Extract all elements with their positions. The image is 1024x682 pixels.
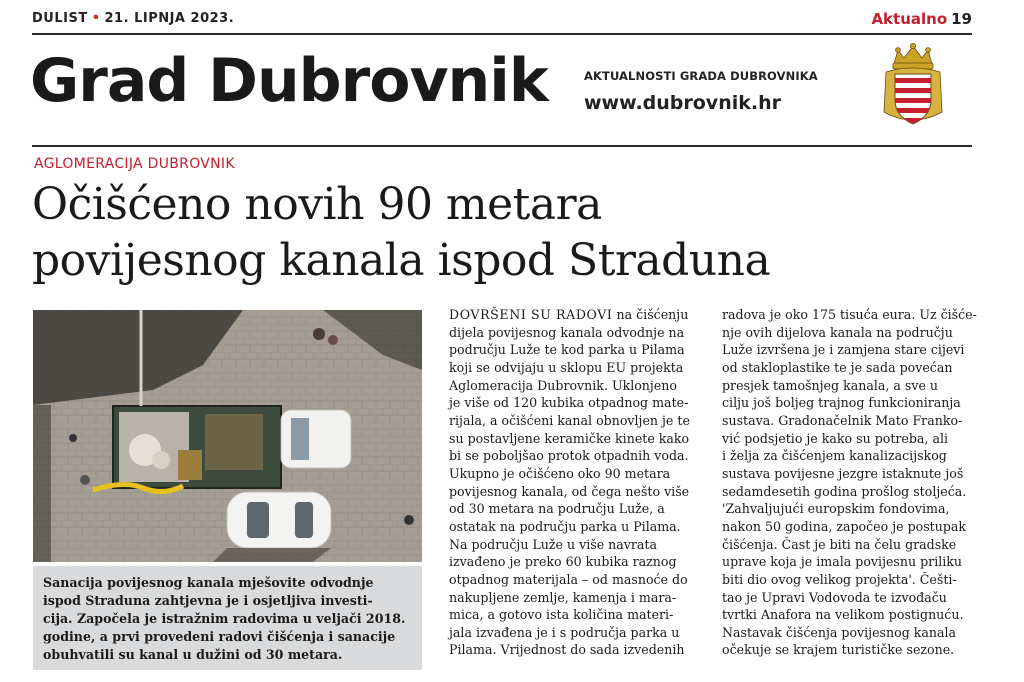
body-line: izvađeno je preko 60 kubika raznog bbox=[449, 554, 677, 570]
body-line: tao je Upravi Vodovoda te izvođaču bbox=[722, 589, 947, 605]
page-number: 19 bbox=[951, 10, 972, 28]
publication-name: DULIST bbox=[32, 11, 88, 26]
body-line: tvrtki Anafora na velikom postignuću. bbox=[722, 607, 964, 623]
masthead-divider bbox=[32, 145, 972, 147]
body-line: cilju još boljeg trajnog funkcioniranja bbox=[722, 395, 961, 411]
body-line: Ukupno je očišćeno oko 90 metara bbox=[449, 465, 671, 481]
article-photo bbox=[33, 310, 422, 562]
article-headline bbox=[32, 177, 770, 289]
section-name: Aktualno bbox=[871, 10, 948, 28]
body-line: Aglomeracija Dubrovnik. Uklonjeno bbox=[449, 377, 677, 393]
body-line: nakupljene zemlje, kamenja i mara- bbox=[449, 589, 677, 605]
body-column-2 bbox=[722, 306, 977, 659]
body-line: nje ovih dijelova kanala na području bbox=[722, 324, 953, 340]
body-line: od 30 metara na području Luže, a bbox=[449, 501, 665, 517]
body-line: otpadnog materijala – od masnoće do bbox=[449, 571, 688, 587]
caption-line: obuhvatili su kanal u dužini od 30 metara. bbox=[43, 647, 343, 662]
headline-line: Očišćeno novih 90 metara bbox=[32, 179, 602, 230]
body-line: biti dio ovog velikog projekta'. Češti- bbox=[722, 571, 957, 587]
website-url: www.dubrovnik.hr bbox=[584, 92, 781, 114]
body-line: Na području Luže u više navrata bbox=[449, 536, 658, 552]
body-line: koji se odvijaju u sklopu EU projekta bbox=[449, 359, 684, 375]
body-line: čišćenja. Čast je biti na čelu gradske bbox=[722, 536, 957, 552]
masthead-subtitle: AKTUALNOSTI GRADA DUBROVNIKA bbox=[584, 69, 818, 83]
photo-caption bbox=[33, 566, 422, 670]
body-column-1 bbox=[449, 306, 690, 659]
caption-line: ispod Straduna zahtjevna je i osjetljiva investi- bbox=[43, 593, 373, 608]
body-line: su postavljene keramičke kinete kako bbox=[449, 430, 690, 446]
body-line: Luže izvršena je i zamjena stare cijevi bbox=[722, 342, 965, 358]
body-line: povijesnog kanala, od čega nešto više bbox=[449, 483, 690, 499]
body-line: od stakloplastike te je sada povećan bbox=[722, 359, 953, 375]
body-line: uprave koja je imala povijesnu priliku bbox=[722, 554, 963, 570]
caption-line: cija. Započela je istražnim radovima u veljači 2018. bbox=[43, 611, 406, 626]
body-line: Pilama. Vrijednost do sada izvedenih bbox=[449, 642, 685, 658]
issue-line bbox=[32, 11, 234, 26]
body-line: 'Zahvaljujući europskim fondovima, bbox=[722, 501, 950, 517]
body-line: presjek tamošnjeg kanala, a sve u bbox=[722, 377, 939, 393]
body-line: sedamdesetih godina prošlog stoljeća. bbox=[722, 483, 967, 499]
body-line: nakon 50 godina, započeo je postupak bbox=[722, 518, 967, 534]
body-line: i želja za čišćenjem kanalizacijskog bbox=[722, 448, 947, 464]
headline-line: povijesnog kanala ispod Straduna bbox=[32, 235, 771, 286]
body-line: vić podsjetio je kako su potreba, ali bbox=[722, 430, 949, 446]
body-line: području Luže te kod parka u Pilama bbox=[449, 342, 685, 358]
body-line: ostatak na području parka u Pilama. bbox=[449, 518, 681, 534]
body-line bbox=[449, 306, 690, 324]
body-line: očekuje se krajem turističke sezone. bbox=[722, 642, 955, 658]
top-divider bbox=[32, 33, 972, 35]
body-line: bi se poboljšao protok otpadnih voda. bbox=[449, 448, 689, 464]
separator-dot: • bbox=[91, 11, 101, 26]
body-line: radova je oko 175 tisuća eura. Uz čišće- bbox=[722, 307, 977, 322]
body-line: sustava povijesne jezgre istaknute još bbox=[722, 465, 964, 481]
dubrovnik-coat-of-arms-icon bbox=[880, 42, 946, 132]
caption-line: godine, a prvi provedeni radovi čišćenja i sanacije bbox=[43, 629, 396, 644]
body-line: dijela povijesnog kanala odvodnje na bbox=[449, 324, 685, 340]
body-line-text: na čišćenju bbox=[612, 307, 689, 322]
lead-in: DOVRŠENI SU RADOVI bbox=[449, 307, 613, 322]
body-line: jala izvađena je i s područja parka u bbox=[449, 624, 680, 640]
article-kicker: AGLOMERACIJA DUBROVNIK bbox=[34, 156, 235, 172]
issue-date: 21. LIPNJA 2023. bbox=[104, 11, 235, 26]
body-line: mica, a gotovo ista količina materi- bbox=[449, 607, 674, 623]
body-line: Nastavak čišćenja povijesnog kanala bbox=[722, 624, 957, 640]
body-line: rijala, a očišćeni kanal obnovljen je te bbox=[449, 412, 690, 428]
caption-line: Sanacija povijesnog kanala mješovite odvodnje bbox=[43, 575, 374, 590]
body-line: sustava. Gradonačelnik Mato Franko- bbox=[722, 412, 963, 428]
section-label bbox=[871, 10, 972, 28]
masthead-title: Grad Dubrovnik bbox=[30, 46, 548, 116]
body-line: je više od 120 kubika otpadnog mate- bbox=[449, 395, 689, 411]
